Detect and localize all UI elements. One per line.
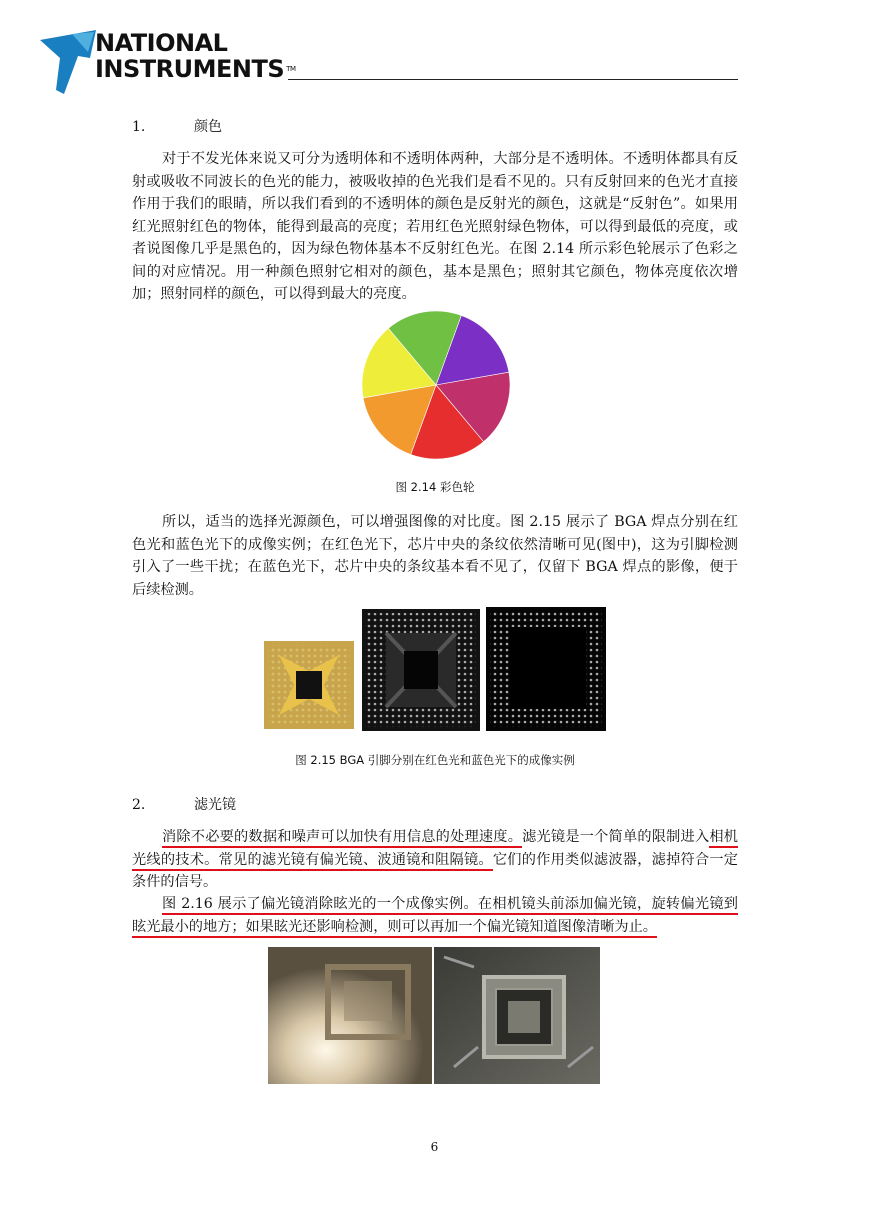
logo-line2: INSTRUMENTS: [95, 55, 285, 83]
section1-paragraph2: 所以，适当的选择光源颜色，可以增强图像的对比度。图 2.15 展示了 BGA 焊点分别在红色光和蓝色光下的成像实例；在红色光下，芯片中央的条纹依然清晰可见(图中)，这为引脚检测引入了一些干扰；在蓝色光下，芯片中央的条纹基本看不见了，仅留下 BGA 焊点的影像，便于后续检测。: [132, 514, 738, 598]
section2-title: 滤光镜: [194, 797, 236, 813]
section1-number: 1.: [132, 119, 146, 135]
section1-heading: [132, 116, 222, 136]
ni-wordmark: [95, 30, 296, 82]
section2-paragraph1: [132, 826, 738, 894]
section2-heading: [132, 794, 236, 814]
para1-mid: 滤光镜是一个简单的限制进入: [522, 829, 710, 845]
highlight-2: 相机光线的技术。常见的滤光镜有偏光镜、波通镜和阻隔镜。: [132, 829, 738, 871]
polarizer-images-figure: [268, 947, 600, 1084]
logo-tm: TM: [286, 65, 296, 73]
bga-normal-light-image: [264, 641, 354, 729]
bga-images-figure: [264, 605, 606, 733]
header-rule: [288, 79, 738, 80]
highlight-3: 图 2.16 展示了偏光镜消除眩光的一个成像实例。在相机镜头前添加偏光镜，旋转偏光: [162, 896, 709, 915]
logo-line1: NATIONAL: [95, 29, 228, 57]
section2-paragraph2: [132, 893, 738, 938]
figure-2-15-caption: 图 2.15 BGA 引脚分别在红色光和蓝色光下的成像实例: [295, 753, 575, 767]
bga-blue-light-image: [486, 607, 606, 731]
section1-title: 颜色: [194, 119, 222, 135]
figure-2-14-caption: 图 2.14 彩色轮: [395, 480, 475, 494]
section1-paragraph: 对于不发光体来说又可分为透明体和不透明体两种，大部分是不透明体。不透明体都具有反射或吸收不同波长的色光的能力，被吸收掉的色光我们是看不见的。只有反射回来的色光才直接作用于我们的眼睛，所以我们看到的不透明体的颜色是反射光的颜色，这就是“反射色”。如果用红光照射红色的物体，能得到最高的亮度；若用红色光照射绿色物体，可以得到最低的亮度，或者说图像几乎是黑色的，因为绿色物体基本不反射红色光。在图 2.14 所示彩色轮展示了色彩之间的对应情况。用一种颜色照射它相对的颜色，基本是黑色；照射其它颜色，物体亮度依次增加；照射同样的颜色，可以得到最大的亮度。: [132, 151, 738, 302]
bga-red-light-image: [362, 609, 480, 731]
highlight-1: 消除不必要的数据和噪声可以加快有用信息的处理速度。: [162, 829, 522, 848]
color-wheel-figure: [356, 305, 516, 465]
section2-number: 2.: [132, 797, 146, 813]
glare-image: [268, 947, 432, 1084]
polarized-image: [434, 947, 600, 1084]
page-number: 6: [430, 1140, 439, 1154]
para1-end: 它们的作用类似滤波器，滤掉符合一定条件的信号。: [132, 851, 738, 890]
highlight-4: 镜到眩光最小的地方；如果眩光还影响检测，则可以再加一个偏光镜知道图像清晰为止。: [132, 896, 738, 938]
